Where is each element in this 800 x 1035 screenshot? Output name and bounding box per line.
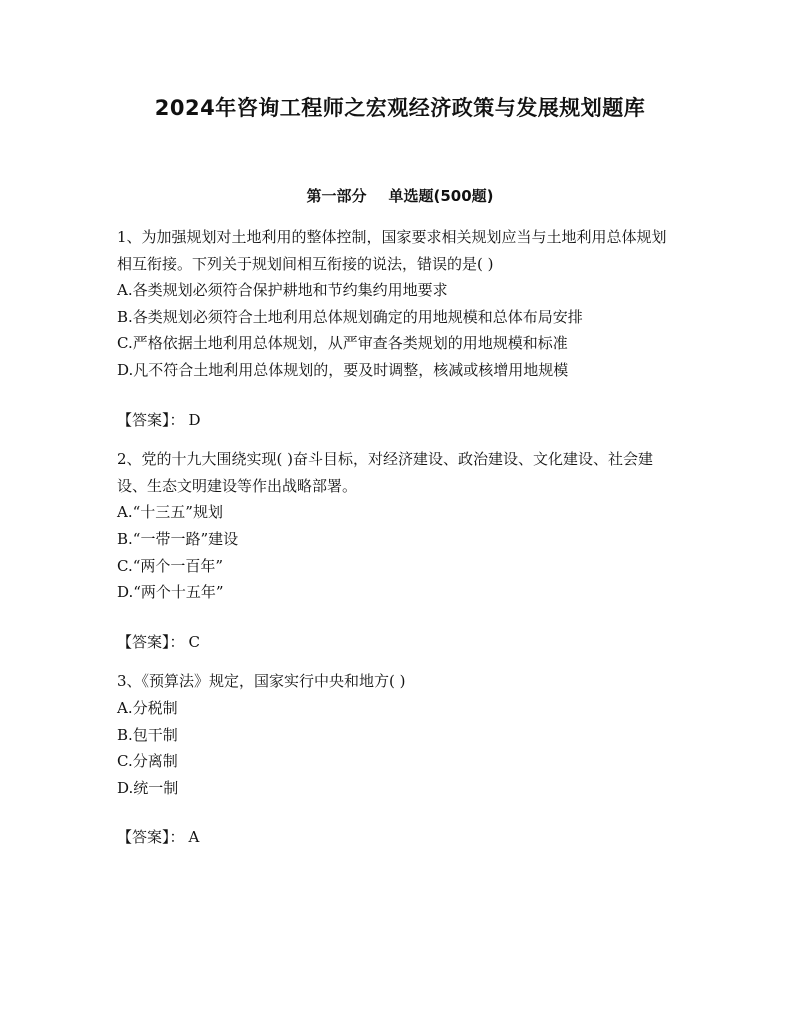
answer-value: C	[188, 632, 200, 651]
question-list	[117, 224, 679, 864]
option-c: C.严格依据土地利用总体规划，从严审查各类规划的用地规模和标准	[117, 334, 568, 353]
option-a: A.分税制	[117, 698, 178, 717]
answer-label: 【答案】：	[117, 828, 185, 847]
option-a: A.“十三五”规划	[117, 503, 223, 522]
question-3	[117, 668, 679, 851]
answer-value: D	[188, 410, 201, 429]
section-subtitle: 单选题(500题)	[388, 187, 494, 205]
answer-line	[117, 407, 679, 434]
answer-value: A	[188, 828, 200, 847]
question-1	[117, 224, 679, 433]
answer-line	[117, 629, 679, 656]
option-d: D.凡不符合土地利用总体规划的，要及时调整，核减或核增用地规模	[117, 360, 569, 379]
answer-label: 【答案】：	[117, 410, 185, 429]
question-stem: 3、《预算法》规定，国家实行中央和地方( )	[117, 672, 406, 691]
option-d: D.“两个十五年”	[117, 583, 224, 602]
section-heading	[0, 185, 800, 206]
answer-line	[117, 824, 679, 851]
section-title: 第一部分	[306, 187, 367, 205]
option-c: C.分离制	[117, 752, 178, 771]
question-stem: 1、为加强规划对土地利用的整体控制，国家要求相关规划应当与土地利用总体规划相互衔接。下列关于规划间相互衔接的说法，错误的是( )	[117, 228, 667, 273]
option-a: A.各类规划必须符合保护耕地和节约集约用地要求	[117, 281, 448, 300]
option-b: B.“一带一路”建设	[117, 529, 239, 548]
option-c: C.“两个一百年”	[117, 556, 224, 575]
question-stem: 2、党的十九大围绕实现( )奋斗目标，对经济建设、政治建设、文化建设、社会建设、生态文明建设等作出战略部署。	[117, 450, 654, 495]
option-d: D.统一制	[117, 778, 179, 797]
option-b: B.各类规划必须符合土地利用总体规划确定的用地规模和总体布局安排	[117, 307, 583, 326]
answer-label: 【答案】：	[117, 632, 185, 651]
page-title: 2024年咨询工程师之宏观经济政策与发展规划题库	[154, 96, 646, 120]
question-2	[117, 446, 679, 655]
option-b: B.包干制	[117, 725, 178, 744]
